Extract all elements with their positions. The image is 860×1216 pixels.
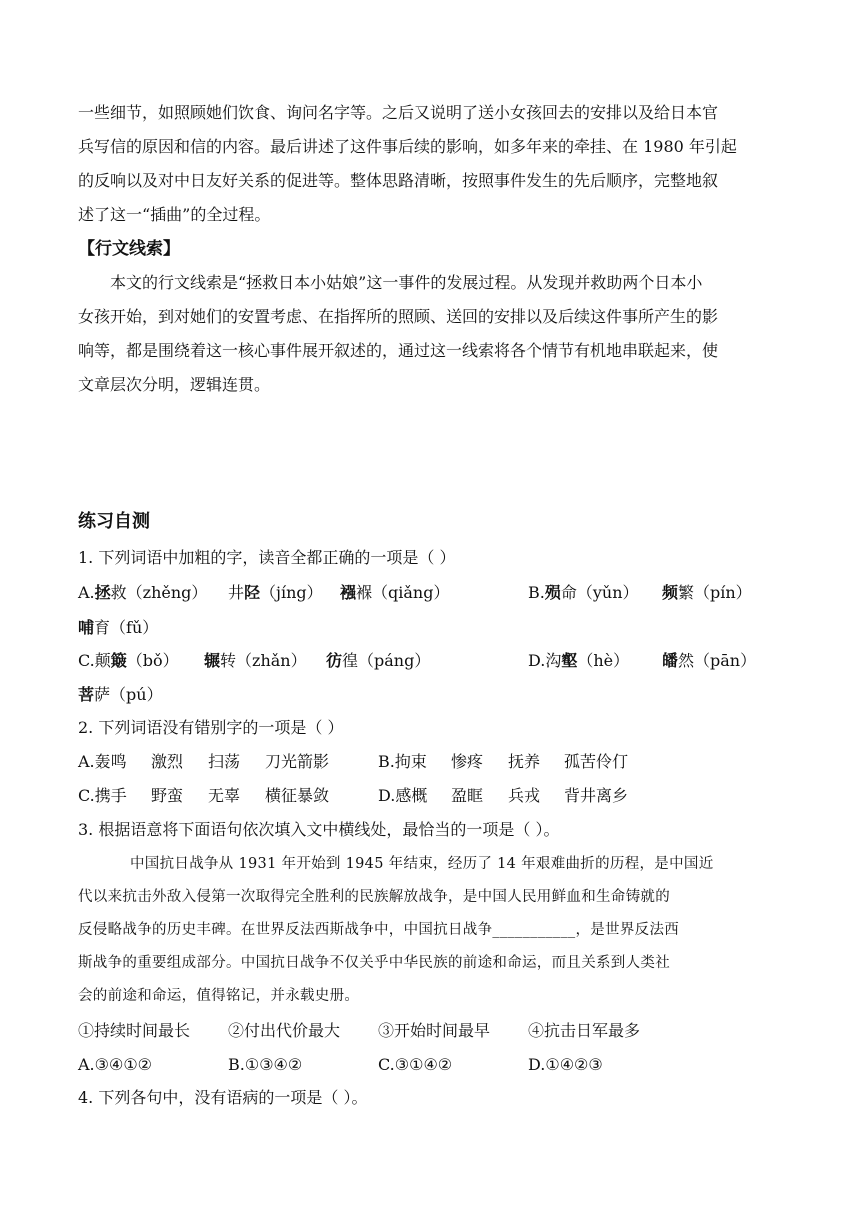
q1-d3-rest: 萨（pú） bbox=[94, 685, 163, 704]
q2-a-2: 扫荡 bbox=[208, 752, 241, 771]
q1-a3 bbox=[340, 582, 449, 604]
q1-a2-rest: （jíng） bbox=[260, 583, 323, 602]
q3-passage-5: 会的前途和命运，值得铭记，并永载史册。 bbox=[78, 988, 360, 1004]
q1-c1-pre: 颠 bbox=[94, 651, 111, 670]
q2-d-2: 兵戎 bbox=[508, 786, 541, 805]
bold-char: 皤 bbox=[662, 651, 679, 670]
q2-c-3: 横征暴敛 bbox=[265, 786, 330, 805]
q3-item-4: ④抗击日军最多 bbox=[528, 1021, 641, 1040]
q1-b3 bbox=[78, 617, 158, 639]
q3-passage-1: 中国抗日战争从 1931 年开始到 1945 年结束，经历了 14 年艰难曲折的历程，是中国近 bbox=[130, 856, 714, 872]
bold-char: 哺 bbox=[78, 618, 95, 637]
q2-d-3: 背井离乡 bbox=[564, 786, 629, 805]
clue-line-4: 文章层次分明，逻辑连贯。 bbox=[78, 375, 271, 394]
q1-a3-rest: 褓（qiǎng） bbox=[356, 583, 450, 602]
q1-option-b bbox=[528, 582, 639, 604]
bold-char: 壑 bbox=[561, 651, 578, 670]
q1-a2 bbox=[228, 582, 323, 604]
bold-char: 殒 bbox=[544, 583, 561, 602]
q3-passage-3: 反侵略战争的历史丰碑。在世界反法西斯战争中，中国抗日战争___________，是世界反法西 bbox=[78, 922, 680, 938]
bold-char: 彷 bbox=[326, 651, 343, 670]
q1-d-label: D. bbox=[528, 651, 546, 670]
q3-passage-4: 斯战争的重要组成部分。中国抗日战争不仅关乎中华民族的前途和命运，而且关系到人类社 bbox=[78, 955, 670, 971]
q3-item-3: ③开始时间最早 bbox=[378, 1021, 491, 1040]
q3-option-c: C.③①④② bbox=[378, 1055, 453, 1074]
q1-stem: 1. 下列词语中加粗的字，读音全都正确的一项是（ ） bbox=[78, 548, 456, 567]
q1-d3 bbox=[78, 684, 163, 706]
summary-line-4: 述了这一“插曲”的全过程。 bbox=[78, 205, 271, 224]
clue-line-2: 女孩开始，到对她们的安置考虑、在指挥所的照顾、送回的安排以及后续这件事所产生的影 bbox=[78, 307, 719, 326]
bold-char: 辗 bbox=[204, 651, 221, 670]
q3-option-a: A.③④①② bbox=[78, 1055, 153, 1074]
q1-c-label: C. bbox=[78, 651, 95, 670]
summary-line-3: 的反响以及对中日友好关系的促进等。整体思路清晰，按照事件发生的先后顺序，完整地叙 bbox=[78, 171, 719, 190]
q2-b-2: 抚养 bbox=[508, 752, 541, 771]
q3-option-b: B.①③④② bbox=[228, 1055, 303, 1074]
q2-c-2: 无辜 bbox=[208, 786, 241, 805]
q2-a-1: 激烈 bbox=[151, 752, 184, 771]
q1-c1-rest: （bǒ） bbox=[126, 651, 179, 670]
q1-d1-pre: 沟 bbox=[545, 651, 562, 670]
q1-b2 bbox=[662, 582, 752, 604]
bold-char: 陉 bbox=[244, 583, 261, 602]
q1-b1-rest: 命（yǔn） bbox=[560, 583, 639, 602]
q4-stem: 4. 下列各句中，没有语病的一项是（ ）。 bbox=[78, 1088, 368, 1107]
q1-option-d bbox=[528, 650, 629, 672]
q1-c3-rest: 徨（páng） bbox=[342, 651, 431, 670]
clue-heading: 【行文线索】 bbox=[78, 239, 180, 259]
q1-a-label: A. bbox=[78, 583, 95, 602]
q3-stem: 3. 根据语意将下面语句依次填入文中横线处，最恰当的一项是（ ）。 bbox=[78, 820, 560, 839]
bold-char: 襁 bbox=[340, 583, 357, 602]
bold-char: 菩 bbox=[78, 685, 95, 704]
q2-b-0: B.拘束 bbox=[378, 752, 427, 771]
q2-d-0: D.感概 bbox=[378, 786, 428, 805]
q1-c2-rest: 转（zhǎn） bbox=[220, 651, 307, 670]
q2-b-1: 惨疼 bbox=[451, 752, 484, 771]
q1-c3 bbox=[326, 650, 430, 672]
q3-item-1: ①持续时间最长 bbox=[78, 1021, 191, 1040]
q1-d2 bbox=[662, 650, 756, 672]
q1-d1-rest: （hè） bbox=[577, 651, 630, 670]
clue-line-3: 响等，都是围绕着这一核心事件展开叙述的，通过这一线索将各个情节有机地串联起来，使 bbox=[78, 341, 719, 360]
q1-option-c bbox=[78, 650, 757, 672]
summary-line-1: 一些细节，如照顾她们饮食、询问名字等。之后又说明了送小女孩回去的安排以及给日本官 bbox=[78, 103, 719, 122]
q3-option-d: D.①④②③ bbox=[528, 1055, 603, 1074]
summary-line-2: 兵写信的原因和信的内容。最后讲述了这件事后续的影响，如多年来的牵挂、在 1980 年引起 bbox=[78, 137, 737, 156]
bold-char: 簸 bbox=[110, 651, 127, 670]
q2-stem: 2. 下列词语没有错别字的一项是（ ） bbox=[78, 718, 344, 737]
exercise-title: 练习自测 bbox=[78, 511, 150, 532]
q1-a1-rest: 救（zhěng） bbox=[110, 583, 208, 602]
q2-b-3: 孤苦伶仃 bbox=[564, 752, 629, 771]
q2-a-0: A.轰鸣 bbox=[78, 752, 127, 771]
q2-d-1: 盈眶 bbox=[451, 786, 484, 805]
q2-c-0: C.携手 bbox=[78, 786, 127, 805]
q1-b3-rest: 育（fǔ） bbox=[94, 618, 159, 637]
bold-char: 频 bbox=[662, 583, 679, 602]
clue-line-1: 本文的行文线索是“拯救日本小姑娘”这一事件的发展过程。从发现并救助两个日本小 bbox=[110, 273, 703, 292]
bold-char: 拯 bbox=[94, 583, 111, 602]
q1-c2 bbox=[204, 650, 307, 672]
q2-a-3: 刀光箭影 bbox=[265, 752, 330, 771]
q3-passage-2: 代以来抗击外敌入侵第一次取得完全胜利的民族解放战争，是中国人民用鲜血和生命铸就的 bbox=[78, 889, 670, 905]
q1-a2-pre: 井 bbox=[228, 583, 245, 602]
q1-b-label: B. bbox=[528, 583, 545, 602]
q1-b2-rest: 繁（pín） bbox=[678, 583, 752, 602]
q3-item-2: ②付出代价最大 bbox=[228, 1021, 341, 1040]
q2-c-1: 野蛮 bbox=[151, 786, 184, 805]
q1-option-a bbox=[78, 582, 752, 604]
q1-d2-rest: 然（pān） bbox=[678, 651, 757, 670]
